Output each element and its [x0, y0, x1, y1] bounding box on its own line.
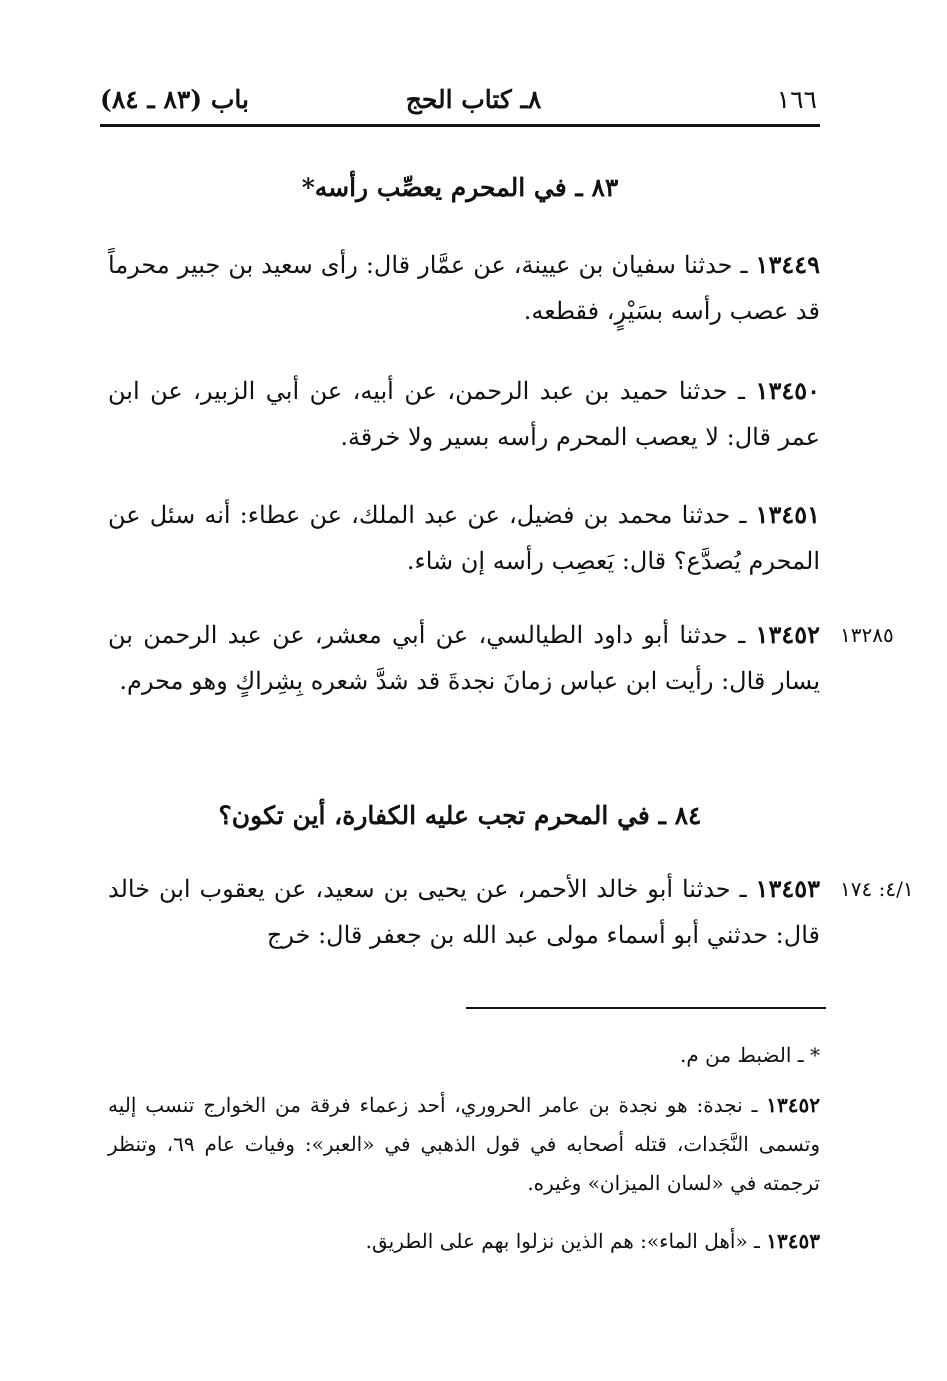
footnote-number: ١٣٤٥٣ — [766, 1229, 820, 1253]
footnote-star — [108, 1036, 820, 1075]
hadith-text: ـ حدثنا سفيان بن عيينة، عن عمَّار قال: رأى سعيد بن جبير محرماً قد عصب رأسه بسَيْرٍ، فقطعه. — [108, 251, 820, 325]
hadith-13449 — [108, 242, 820, 334]
hadith-text: ـ حدثنا أبو داود الطيالسي، عن أبي معشر، عن عبد الرحمن بن يسار قال: رأيت ابن عباس زمانَ نجدةَ قد شدَّ شعره بِشِراكٍ وهو محرم. — [108, 621, 820, 695]
hadith-text: ـ حدثنا حميد بن عبد الرحمن، عن أبيه، عن أبي الزبير، عن ابن عمر قال: لا يعصب المحرم رأسه بسير ولا خرقة. — [108, 377, 820, 451]
book-title: ٨ـ كتاب الحج — [405, 85, 542, 114]
footnote-divider — [466, 1007, 826, 1009]
hadith-13453 — [108, 866, 820, 958]
hadith-number: ١٣٤٤٩ — [755, 250, 820, 279]
hadith-text: ـ حدثنا أبو خالد الأحمر، عن يحيى بن سعيد، عن يعقوب ابن خالد قال: حدثني أبو أسماء مولى عبد الله بن جعفر قال: خرج — [108, 875, 820, 949]
section-heading-83: ٨٣ ـ في المحرم يعصِّب رأسه* — [301, 173, 619, 202]
footnote-text: ـ «أهل الماء»: هم الذين نزلوا بهم على الطريق. — [365, 1229, 760, 1253]
section-heading-84: ٨٤ ـ في المحرم تجب عليه الكفارة، أين تكون؟ — [218, 801, 702, 830]
footnote-text: * ـ الضبط من م. — [680, 1043, 820, 1067]
header-divider — [100, 124, 820, 127]
page-number: ١٦٦ — [776, 85, 817, 114]
margin-reference: ٤/١: ١٧٤ — [840, 877, 914, 901]
footnote-13453 — [108, 1222, 820, 1261]
hadith-13451 — [108, 492, 820, 584]
footnote-text: ـ نجدة: هو نجدة بن عامر الحروري، أحد زعماء فرقة من الخوارج تنسب إليه وتسمى النَّجَدات، قتله أصحابه في قول الذهبي في «العبر»: وفيات عام ٦٩، وتنظر ترجمته في «لسان الميزان» وغيره. — [108, 1093, 821, 1195]
footnote-13452 — [108, 1086, 820, 1203]
hadith-number: ١٣٤٥٢ — [755, 620, 820, 649]
hadith-13452 — [108, 612, 820, 704]
hadith-number: ١٣٤٥٠ — [755, 376, 820, 405]
hadith-number: ١٣٤٥٣ — [755, 874, 820, 903]
margin-reference: ١٣٢٨٥ — [840, 623, 894, 647]
hadith-13450 — [108, 368, 820, 460]
hadith-number: ١٣٤٥١ — [755, 500, 820, 529]
footnote-number: ١٣٤٥٢ — [766, 1093, 821, 1117]
hadith-text: ـ حدثنا محمد بن فضيل، عن عبد الملك، عن عطاء: أنه سئل عن المحرم يُصدَّع؟ قال: يَعصِب رأسه إن شاء. — [108, 501, 820, 575]
chapter-range: باب (٨٣ ـ ٨٤) — [100, 85, 249, 114]
